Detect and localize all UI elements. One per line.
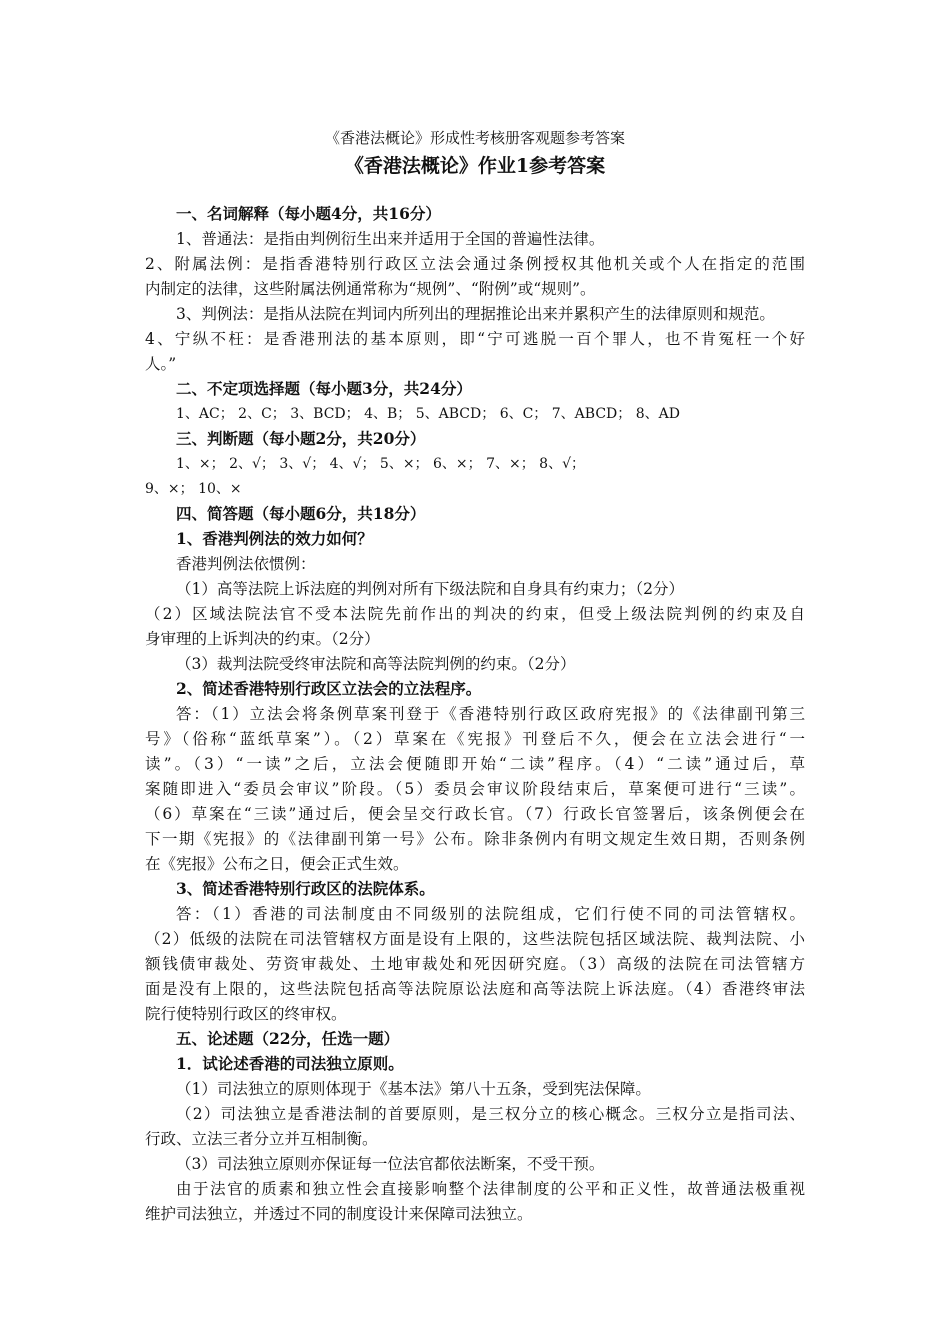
paragraph-line: 2、附属法例：是指香港特别行政区立法会通过条例授权其他机关或个人在指定的范围 (145, 255, 805, 273)
document-title: 《香港法概论》作业1参考答案 (344, 155, 606, 177)
answer-line: 1、AC； 2、C； 3、BCD； 4、B； 5、ABCD； 6、C； 7、ABCD； 8、AD (176, 406, 680, 422)
section-heading: 五、论述题（22分，任选一题） (176, 1029, 400, 1048)
section-heading: 三、判断题（每小题2分，共20分） (176, 429, 426, 448)
section-heading: 二、不定项选择题（每小题3分，共24分） (176, 379, 472, 398)
paragraph-line: 案随即进入“委员会审议”阶段。（5）委员会审议阶段结束后，草案便可进行“三读”。 (145, 780, 805, 798)
paragraph-line: 人。” (145, 355, 177, 373)
paragraph-line: 在《宪报》公布之日，便会正式生效。 (145, 855, 409, 873)
answer-line: 1、×； 2、√； 3、√； 4、√； 5、×； 6、×； 7、×； 8、√； (176, 456, 586, 472)
paragraph-line: 1、普通法：是指由判例衍生出来并适用于全国的普遍性法律。 (176, 230, 605, 248)
paragraph-line: （6）草案在“三读”通过后，便会呈交行政长官。（7）行政长官签署后，该条例便会在 (145, 805, 805, 823)
paragraph-line: 面是没有上限的，这些法院包括高等法院原讼法庭和高等法院上诉法庭。（4）香港终审法 (145, 980, 805, 998)
section-heading: 一、名词解释（每小题4分，共16分） (176, 204, 441, 223)
question-heading: 2、简述香港特别行政区立法会的立法程序。 (176, 679, 482, 698)
paragraph-line: 额钱债审裁处、劳资审裁处、土地审裁处和死因研究庭。（3）高级的法院在司法管辖方 (145, 955, 805, 973)
paragraph-line: 香港判例法依惯例： (176, 555, 316, 573)
paragraph-line: 读”。（3）“一读”之后，立法会便随即开始“二读”程序。（4）“二读”通过后，草 (145, 755, 805, 773)
paragraph-line: 院行使特别行政区的终审权。 (145, 1005, 347, 1023)
paragraph-line: 行政、立法三者分立并互相制衡。 (145, 1130, 378, 1148)
paragraph-line: 维护司法独立，并透过不同的制度设计来保障司法独立。 (145, 1205, 533, 1223)
paragraph-line: 答：（1）香港的司法制度由不同级别的法院组成，它们行使不同的司法管辖权。 (176, 905, 805, 923)
paragraph-line: （3）司法独立原则亦保证每一位法官都依法断案，不受干预。 (176, 1155, 605, 1173)
question-heading: 1、香港判例法的效力如何？ (176, 529, 373, 548)
question-heading: 3、简述香港特别行政区的法院体系。 (176, 879, 435, 898)
section-heading: 四、简答题（每小题6分，共18分） (176, 504, 426, 523)
paragraph-line: （2）低级的法院在司法管辖权方面是设有上限的，这些法院包括区域法院、裁判法院、小 (145, 930, 805, 948)
document-subtitle: 《香港法概论》形成性考核册客观题参考答案 (324, 129, 625, 147)
paragraph-line: 由于法官的质素和独立性会直接影响整个法律制度的公平和正义性，故普通法极重视 (176, 1180, 805, 1198)
answer-line: 9、×； 10、× (145, 481, 242, 497)
paragraph-line: 答：（1）立法会将条例草案刊登于《香港特别行政区政府宪报》的《法律副刊第三 (176, 705, 805, 723)
paragraph-line: 号》（俗称“蓝纸草案”）。（2）草案在《宪报》刊登后不久，便会在立法会进行“一 (145, 730, 805, 748)
paragraph-line: （1）高等法院上诉法庭的判例对所有下级法院和自身具有约束力；（2分） (176, 580, 684, 598)
question-heading: 1．试论述香港的司法独立原则。 (176, 1054, 404, 1073)
paragraph-line: 身审理的上诉判决的约束。（2分） (145, 630, 380, 648)
paragraph-line: 下一期《宪报》的《法律副刊第一号》公布。除非条例内有明文规定生效日期，否则条例 (145, 830, 805, 848)
paragraph-line: 内制定的法律，这些附属法例通常称为“规例”、“附例”或“规则”。 (145, 280, 596, 298)
paragraph-line: 3、判例法：是指从法院在判词内所列出的理据推论出来并累积产生的法律原则和规范。 (176, 305, 775, 323)
paragraph-line: 4、宁纵不枉：是香港刑法的基本原则，即“宁可逃脱一百个罪人，也不肯冤枉一个好 (145, 330, 805, 348)
paragraph-line: （1）司法独立的原则体现于《基本法》第八十五条，受到宪法保障。 (176, 1080, 651, 1098)
paragraph-line: （2）区域法院法官不受本法院先前作出的判决的约束，但受上级法院判例的约束及自 (145, 605, 805, 623)
paragraph-line: （3）裁判法院受终审法院和高等法院判例的约束。（2分） (176, 655, 576, 673)
paragraph-line: （2）司法独立是香港法制的首要原则，是三权分立的核心概念。三权分立是指司法、 (176, 1105, 805, 1123)
